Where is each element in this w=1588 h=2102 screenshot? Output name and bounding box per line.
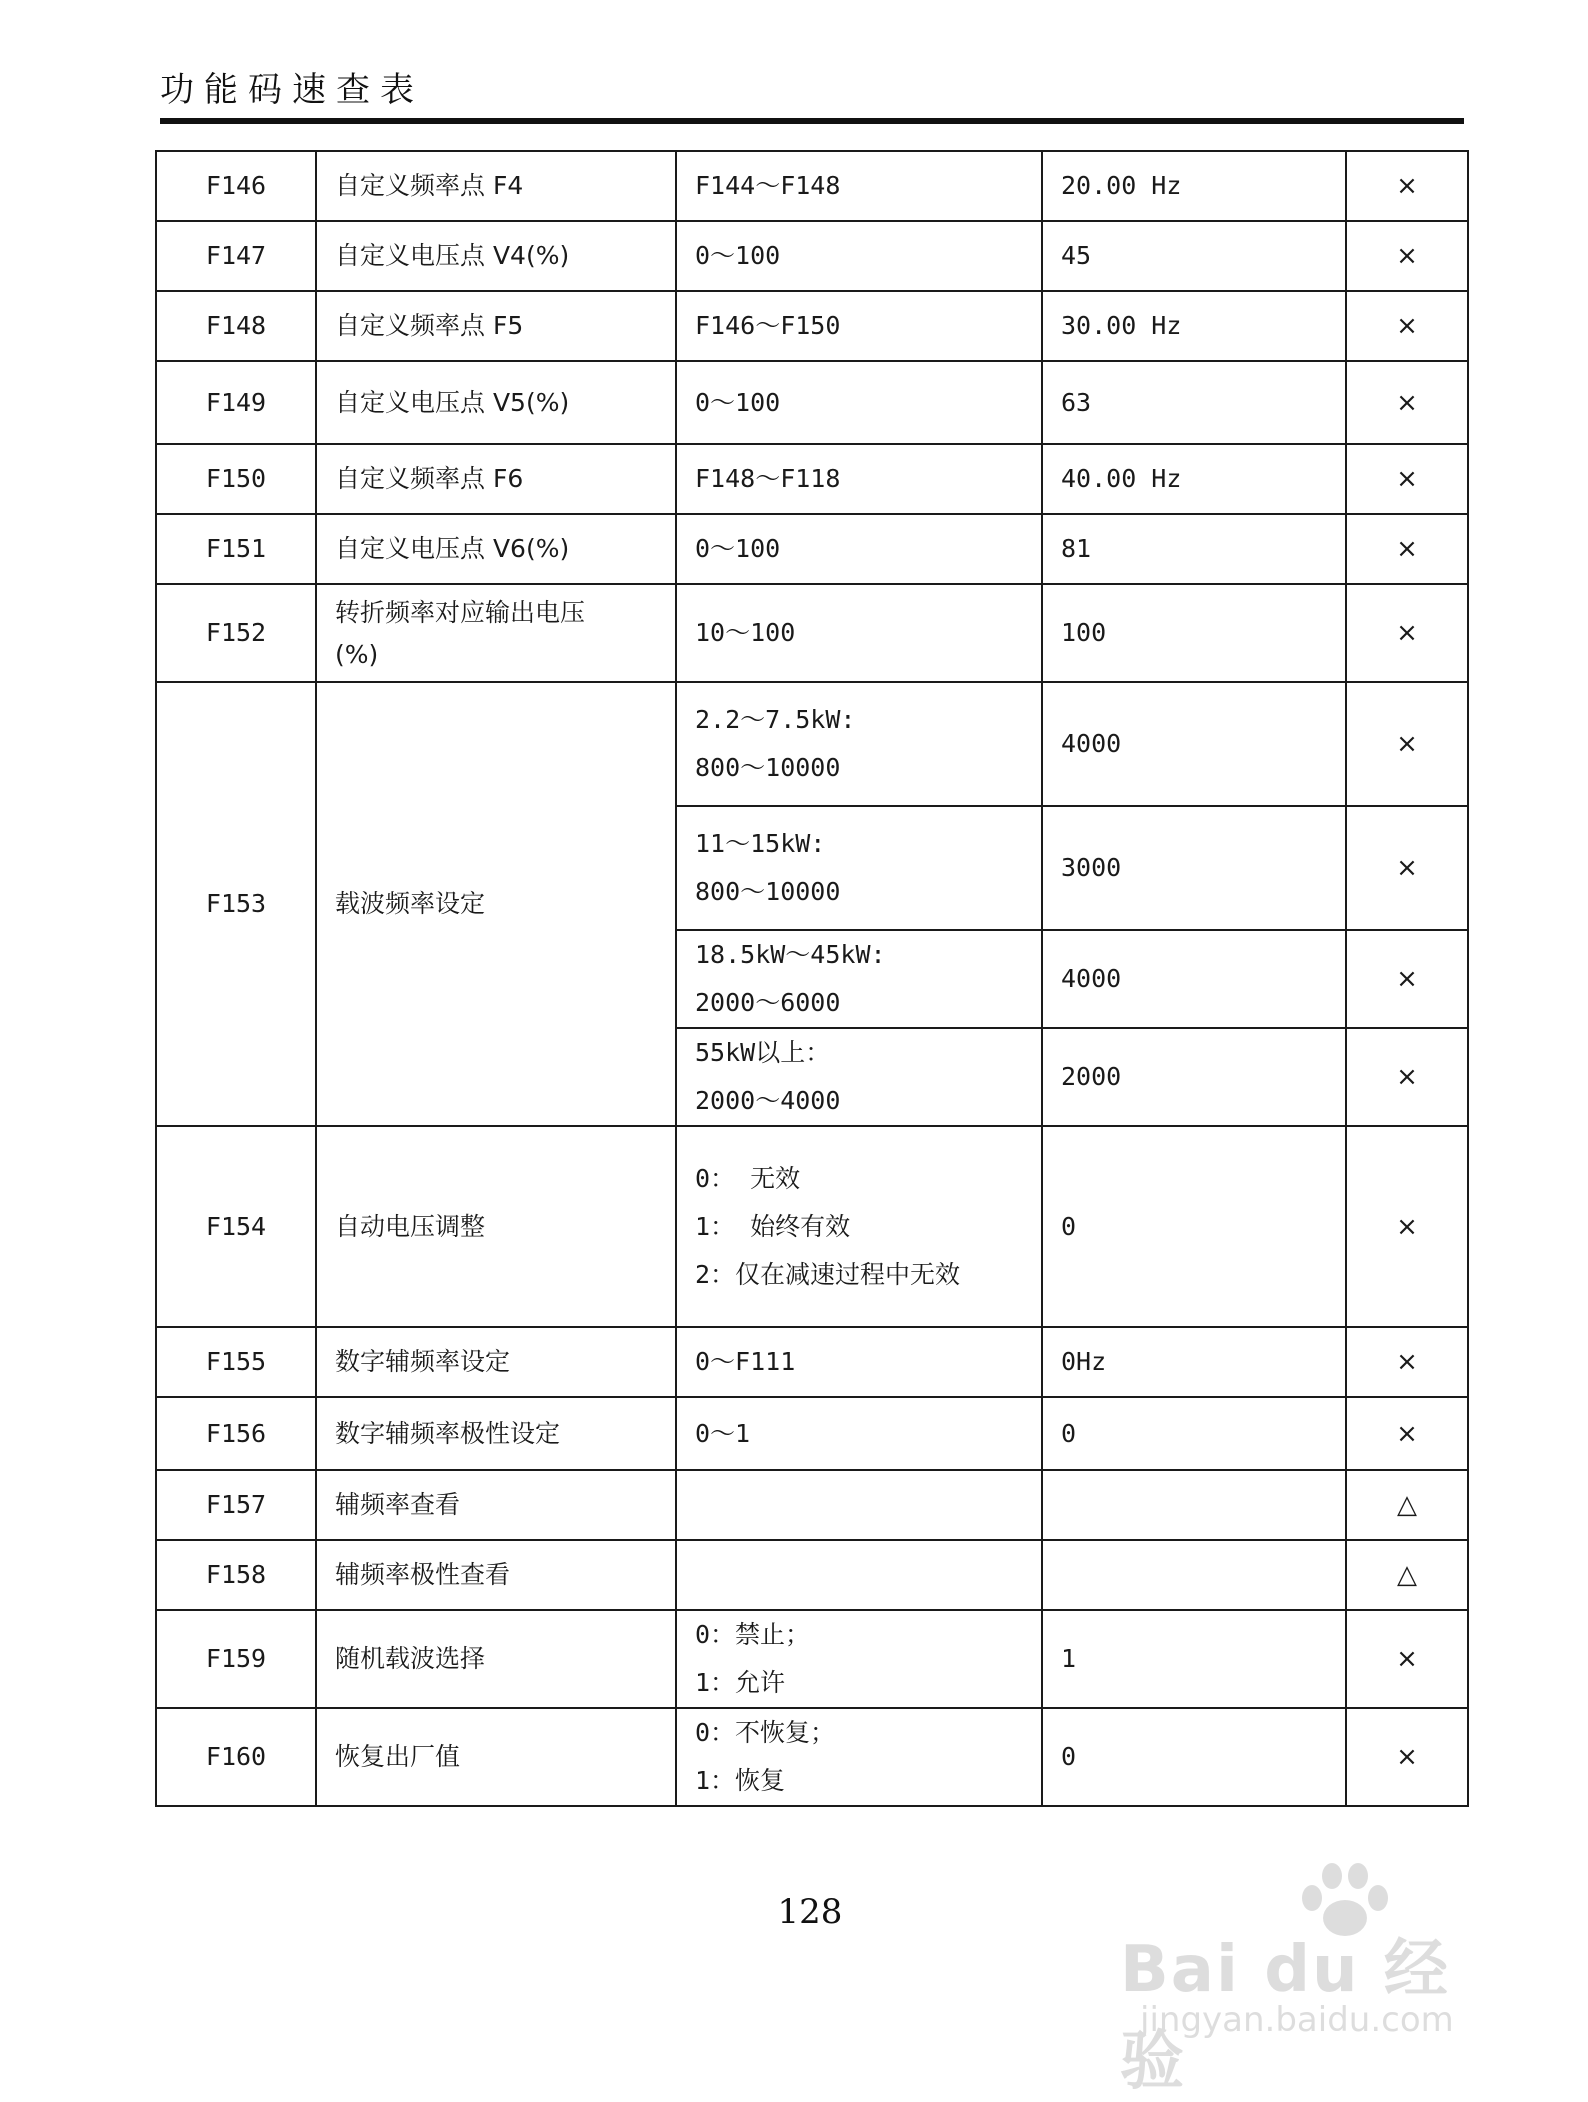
- code-cell: F147: [156, 221, 316, 291]
- default-cell: 0Hz: [1042, 1327, 1346, 1397]
- mark-cell: ×: [1346, 291, 1468, 361]
- range-cell: [676, 1540, 1042, 1610]
- range-cell: 10～100: [676, 584, 1042, 682]
- range-cell: [676, 1470, 1042, 1540]
- range-cell: [676, 682, 1042, 806]
- table-row: [156, 682, 1468, 806]
- default-cell: 40.00 Hz: [1042, 444, 1346, 514]
- table-row: [156, 1708, 1468, 1806]
- range-cell: 0～F111: [676, 1327, 1042, 1397]
- table-row: [156, 1327, 1468, 1397]
- table-row: [156, 291, 1468, 361]
- name-line: (%): [335, 640, 379, 669]
- range-line: 2：仅在减速过程中无效: [695, 1259, 961, 1289]
- code-cell: F149: [156, 361, 316, 444]
- range-cell: F146～F150: [676, 291, 1042, 361]
- mark-cell: ×: [1346, 1397, 1468, 1470]
- table-row: [156, 361, 1468, 444]
- range-line: 2000～6000: [695, 988, 841, 1017]
- mark-cell: ×: [1346, 514, 1468, 584]
- range-line: 800～10000: [695, 753, 841, 782]
- table-row: [156, 1397, 1468, 1470]
- default-cell: 63: [1042, 361, 1346, 444]
- code-cell: F150: [156, 444, 316, 514]
- default-cell: 1: [1042, 1610, 1346, 1708]
- range-line: 0：不恢复；: [695, 1718, 836, 1747]
- range-cell: 0～100: [676, 514, 1042, 584]
- range-cell: 0～100: [676, 361, 1042, 444]
- range-line: 55kW以上：: [695, 1038, 831, 1067]
- code-cell: F158: [156, 1540, 316, 1610]
- default-cell: 45: [1042, 221, 1346, 291]
- mark-cell: ×: [1346, 1028, 1468, 1126]
- mark-cell: ×: [1346, 930, 1468, 1028]
- table-row: [156, 444, 1468, 514]
- page-title: 功能码速查表: [160, 70, 424, 110]
- name-cell: [316, 584, 676, 682]
- mark-cell: △: [1346, 1540, 1468, 1610]
- name-cell: 自定义频率点 F6: [316, 444, 676, 514]
- mark-cell: ×: [1346, 221, 1468, 291]
- range-cell: [676, 1610, 1042, 1708]
- code-cell: F157: [156, 1470, 316, 1540]
- watermark-logo-text: Bai du 经验: [1120, 1933, 1450, 2099]
- default-cell: 0: [1042, 1397, 1346, 1470]
- range-line: 2000～4000: [695, 1086, 841, 1115]
- mark-cell: ×: [1346, 151, 1468, 221]
- code-cell: F151: [156, 514, 316, 584]
- range-cell: [676, 1028, 1042, 1126]
- watermark-url: jingyan.baidu.com: [1140, 2000, 1454, 2040]
- name-cell: 自动电压调整: [316, 1126, 676, 1327]
- name-cell: 数字辅频率极性设定: [316, 1397, 676, 1470]
- default-cell: 20.00 Hz: [1042, 151, 1346, 221]
- default-cell: 81: [1042, 514, 1346, 584]
- mark-cell: ×: [1346, 1126, 1468, 1327]
- default-cell: 0: [1042, 1126, 1346, 1327]
- range-line: 11～15kW:: [695, 829, 826, 858]
- default-cell: 2000: [1042, 1028, 1346, 1126]
- name-cell: 随机载波选择: [316, 1610, 676, 1708]
- table-row: [156, 1540, 1468, 1610]
- default-cell: 4000: [1042, 930, 1346, 1028]
- name-line: 转折频率对应输出电压: [335, 598, 586, 627]
- name-cell: 辅频率查看: [316, 1470, 676, 1540]
- name-cell: 恢复出厂值: [316, 1708, 676, 1806]
- table-row: [156, 1126, 1468, 1327]
- range-cell: 0～1: [676, 1397, 1042, 1470]
- default-cell: 0: [1042, 1708, 1346, 1806]
- code-cell: F148: [156, 291, 316, 361]
- range-cell: [676, 1126, 1042, 1327]
- range-line: 0： 无效: [695, 1163, 801, 1193]
- default-cell: [1042, 1540, 1346, 1610]
- range-line: 1：恢复: [695, 1766, 786, 1795]
- mark-cell: ×: [1346, 1610, 1468, 1708]
- table-row: [156, 151, 1468, 221]
- name-cell: 自定义频率点 F4: [316, 151, 676, 221]
- code-cell: F152: [156, 584, 316, 682]
- mark-cell: ×: [1346, 444, 1468, 514]
- table-row: [156, 514, 1468, 584]
- name-cell: 数字辅频率设定: [316, 1327, 676, 1397]
- mark-cell: ×: [1346, 682, 1468, 806]
- table-row: [156, 584, 1468, 682]
- name-cell: 载波频率设定: [316, 682, 676, 1126]
- name-cell: 自定义频率点 F5: [316, 291, 676, 361]
- range-cell: F148～F118: [676, 444, 1042, 514]
- range-cell: [676, 1708, 1042, 1806]
- range-line: 800～10000: [695, 877, 841, 906]
- range-line: 18.5kW～45kW:: [695, 940, 886, 969]
- range-cell: [676, 806, 1042, 930]
- mark-cell: ×: [1346, 584, 1468, 682]
- table-row: [156, 221, 1468, 291]
- mark-cell: ×: [1346, 361, 1468, 444]
- default-cell: 30.00 Hz: [1042, 291, 1346, 361]
- code-cell: F160: [156, 1708, 316, 1806]
- name-cell: 辅频率极性查看: [316, 1540, 676, 1610]
- page-number: 128: [777, 1892, 843, 1932]
- code-cell: F156: [156, 1397, 316, 1470]
- range-line: 2.2～7.5kW:: [695, 705, 856, 734]
- range-line: 0：禁止；: [695, 1620, 811, 1649]
- function-code-table: [155, 150, 1469, 1807]
- code-cell: F155: [156, 1327, 316, 1397]
- default-cell: 100: [1042, 584, 1346, 682]
- header-rule: [160, 118, 1464, 124]
- table-row: [156, 1610, 1468, 1708]
- range-cell: [676, 930, 1042, 1028]
- name-cell: 自定义电压点 V6(%): [316, 514, 676, 584]
- range-line: 1：允许: [695, 1668, 786, 1697]
- name-cell: 自定义电压点 V5(%): [316, 361, 676, 444]
- default-cell: [1042, 1470, 1346, 1540]
- name-cell: 自定义电压点 V4(%): [316, 221, 676, 291]
- mark-cell: △: [1346, 1470, 1468, 1540]
- mark-cell: ×: [1346, 1708, 1468, 1806]
- code-cell: F154: [156, 1126, 316, 1327]
- default-cell: 4000: [1042, 682, 1346, 806]
- table-row: [156, 1470, 1468, 1540]
- code-cell: F146: [156, 151, 316, 221]
- range-line: 1： 始终有效: [695, 1211, 851, 1241]
- mark-cell: ×: [1346, 806, 1468, 930]
- mark-cell: ×: [1346, 1327, 1468, 1397]
- range-cell: F144～F148: [676, 151, 1042, 221]
- code-cell: F153: [156, 682, 316, 1126]
- code-cell: F159: [156, 1610, 316, 1708]
- baidu-jingyan-watermark: [1120, 1860, 1500, 2099]
- range-cell: 0～100: [676, 221, 1042, 291]
- default-cell: 3000: [1042, 806, 1346, 930]
